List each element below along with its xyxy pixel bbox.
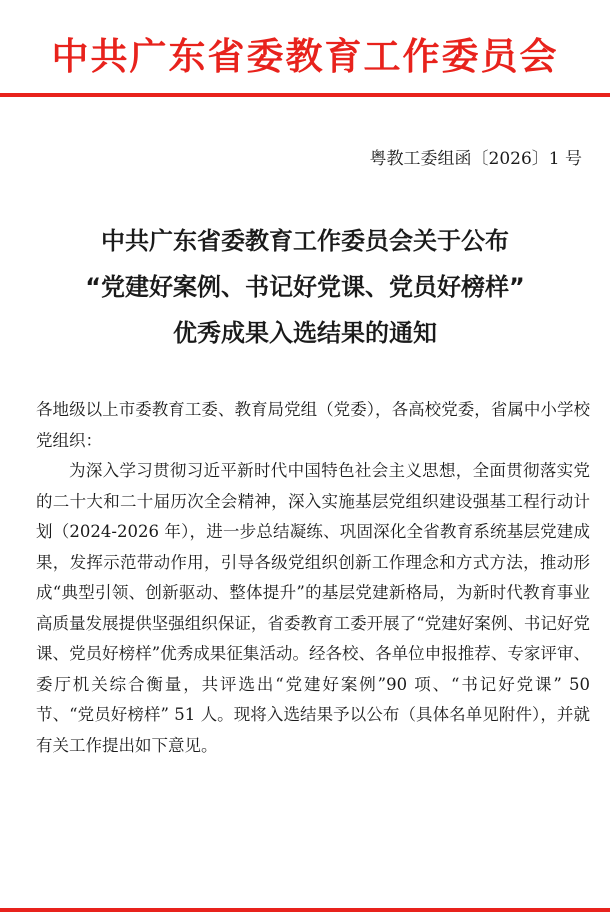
title-line-2: “党建好案例、书记好党课、党员好榜样” [85,273,525,301]
document-title [0,218,610,356]
salutation: 各地级以上市委教育工委、教育局党组（党委），各高校党委，省属中小学校党组织： [36,400,590,450]
title-line-3: 优秀成果入选结果的通知 [173,319,437,347]
body-paragraph: 为深入学习贯彻习近平新时代中国特色社会主义思想，全面贯彻落实党的二十大和二十届历次全会精神，深入实施基层党组织建设强基工程行动计划（2024-2026 年），进一步总结凝练、巩固深化全省教育系统基层党建成果，发挥示范带动作用，引导各级党组织创新工作理念和方式方法，推动形成“典型引领、创新驱动、整体提升”的基层党建新格局，为新时代教育事业高质量发展提供坚强组织保证，省委教育工委开展了“党建好案例、书记好党课、党员好榜样”优秀成果征集活动。经各校、各单位申报推荐、专家评审、委厅机关综合衡量，共评选出“党建好案例”90 项、“书记好党课” 50 节、“党员好榜样” 51 人。现将入选结果予以公布（具体名单见附件），并就有关工作提出如下意见。 [36,461,590,755]
title-line-1: 中共广东省委教育工作委员会关于公布 [101,227,509,255]
footer-red-rule [0,908,610,912]
document-number: 粤教工委组函〔2026〕1 号 [369,149,582,169]
header-red-rule [0,93,610,97]
issuing-organization-header: 中共广东省委教育工作委员会 [51,35,559,78]
